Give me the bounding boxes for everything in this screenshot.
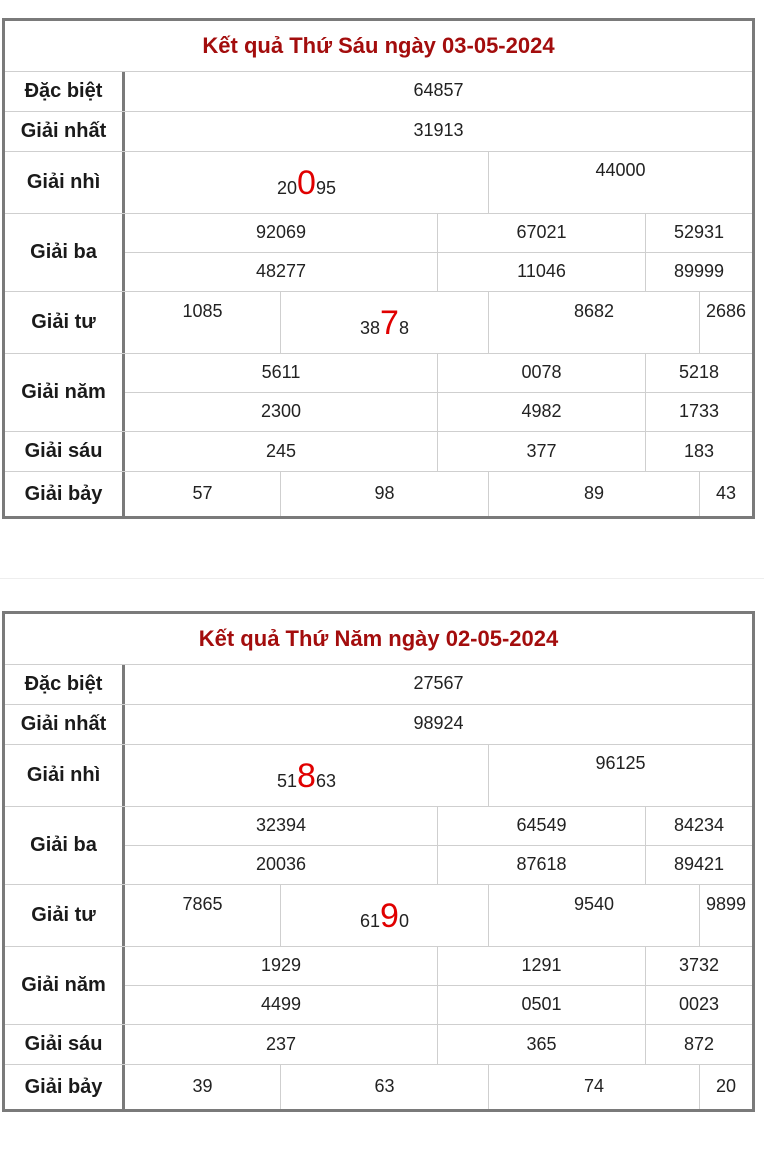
prize-fourth: 6190 (360, 897, 409, 935)
label-third: Giải ba (5, 807, 125, 884)
label-third: Giải ba (5, 214, 125, 291)
row-fourth (5, 292, 752, 354)
row-fourth (5, 885, 752, 947)
prize-fifth: 4982 (521, 401, 562, 421)
table-title: Kết quả Thứ Sáu ngày 03-05-2024 (5, 21, 752, 72)
prize-third: 92069 (255, 222, 307, 242)
prize-seventh: 74 (583, 1076, 605, 1096)
table-title: Kết quả Thứ Năm ngày 02-05-2024 (5, 614, 752, 665)
prize-sixth: 237 (265, 1034, 297, 1054)
prize-seventh: 63 (374, 1076, 395, 1096)
prize-third: 67021 (516, 222, 567, 242)
prize-seventh: 43 (715, 483, 737, 503)
divider (0, 578, 764, 579)
prize-fourth: 9540 (573, 894, 615, 914)
row-special (5, 72, 752, 112)
prize-fourth: 2686 (705, 301, 747, 321)
prize-fourth: 7865 (182, 894, 223, 914)
label-first: Giải nhất (5, 705, 125, 744)
prize-third: 11046 (517, 261, 566, 281)
prize-third: 87618 (516, 854, 567, 874)
prize-seventh: 89 (583, 483, 605, 503)
label-seventh: Giải bảy (5, 1065, 125, 1109)
prize-first: 98924 (413, 713, 464, 733)
row-sixth (5, 432, 752, 472)
label-special: Đặc biệt (5, 72, 125, 111)
prize-third: 48277 (255, 261, 307, 281)
row-second (5, 152, 752, 214)
prize-third: 64549 (516, 815, 567, 835)
label-seventh: Giải bảy (5, 472, 125, 516)
label-second: Giải nhì (5, 152, 125, 213)
results-table-2 (2, 611, 755, 1112)
prize-second-1: 20095 (277, 164, 336, 202)
prize-special: 27567 (413, 673, 464, 693)
prize-second-2: 44000 (595, 160, 646, 180)
row-first (5, 112, 752, 152)
prize-fifth: 5218 (678, 362, 720, 382)
label-special: Đặc biệt (5, 665, 125, 704)
prize-fifth: 0023 (678, 994, 720, 1014)
row-second (5, 745, 752, 807)
prize-fourth: 1085 (182, 301, 223, 321)
row-fifth (5, 354, 752, 432)
prize-sixth: 245 (265, 441, 297, 461)
prize-sixth: 377 (526, 441, 557, 461)
prize-fifth: 0078 (521, 362, 562, 382)
prize-fourth: 9899 (705, 894, 747, 914)
label-sixth: Giải sáu (5, 1025, 125, 1064)
label-first: Giải nhất (5, 112, 125, 151)
row-third (5, 807, 752, 885)
prize-third: 52931 (673, 222, 725, 242)
prize-third: 89421 (673, 854, 725, 874)
prize-fifth: 5611 (261, 362, 301, 382)
prize-seventh: 57 (192, 483, 213, 503)
prize-special: 64857 (413, 80, 464, 100)
row-first (5, 705, 752, 745)
prize-fifth: 3732 (678, 955, 720, 975)
prize-fifth: 2300 (260, 401, 302, 421)
row-seventh (5, 472, 752, 516)
row-third (5, 214, 752, 292)
prize-seventh: 20 (715, 1076, 737, 1096)
prize-fourth: 3878 (360, 304, 409, 342)
label-sixth: Giải sáu (5, 432, 125, 471)
label-fifth: Giải năm (5, 947, 125, 1024)
row-sixth (5, 1025, 752, 1065)
prize-sixth: 365 (526, 1034, 557, 1054)
prize-fourth: 8682 (573, 301, 615, 321)
row-fifth (5, 947, 752, 1025)
prize-sixth: 183 (683, 441, 715, 461)
prize-third: 84234 (673, 815, 725, 835)
prize-third: 20036 (255, 854, 307, 874)
label-fourth: Giải tư (5, 292, 125, 353)
prize-third: 32394 (255, 815, 307, 835)
label-fourth: Giải tư (5, 885, 125, 946)
prize-fifth: 0501 (521, 994, 562, 1014)
prize-seventh: 98 (374, 483, 395, 503)
prize-fifth: 1929 (260, 955, 302, 975)
label-second: Giải nhì (5, 745, 125, 806)
prize-second-1: 51863 (277, 757, 336, 795)
prize-fifth: 1733 (678, 401, 720, 421)
prize-first: 31913 (413, 120, 464, 140)
prize-fifth: 1291 (521, 955, 562, 975)
row-seventh (5, 1065, 752, 1109)
prize-third: 89999 (673, 261, 725, 281)
prize-second-2: 96125 (595, 753, 646, 773)
prize-sixth: 872 (683, 1034, 715, 1054)
label-fifth: Giải năm (5, 354, 125, 431)
prize-fifth: 4499 (260, 994, 302, 1014)
row-special (5, 665, 752, 705)
prize-seventh: 39 (192, 1076, 213, 1096)
results-table-1 (2, 18, 755, 519)
